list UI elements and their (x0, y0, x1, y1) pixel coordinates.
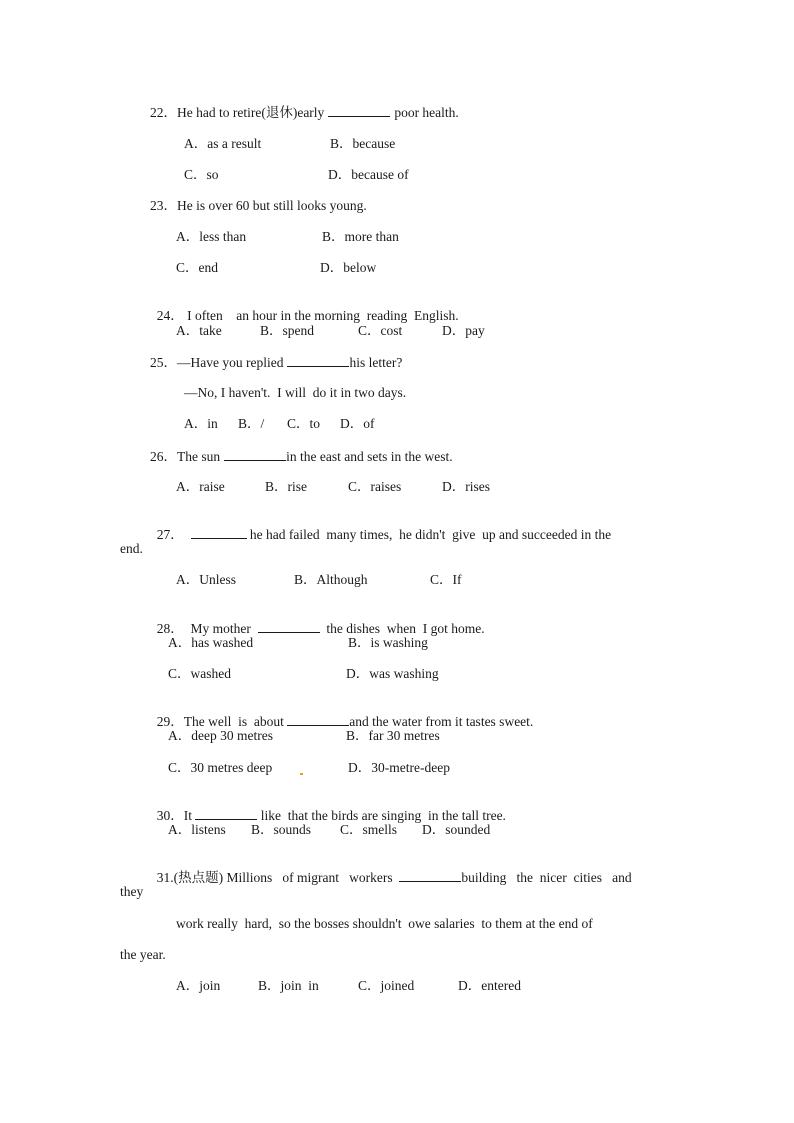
question-25-reply: —No, I haven't. I will do it in two days. (184, 385, 407, 400)
option-b[interactable]: B．is washing (348, 635, 428, 650)
answer-blank[interactable] (399, 869, 461, 882)
option-c[interactable]: C．washed (168, 666, 231, 681)
stray-mark (300, 773, 303, 775)
question-27-stem: 27． he had failed many times, he didn't give up and succeeded in the (156, 527, 612, 542)
option-a[interactable]: A．Unless (176, 572, 236, 587)
question-31-line2: work really hard, so the bosses shouldn't owe salaries to them at the end of (176, 916, 593, 931)
option-a[interactable]: A．deep 30 metres (168, 728, 273, 743)
option-c[interactable]: C．so (184, 167, 219, 182)
option-c[interactable]: C．smells (340, 822, 398, 837)
hot-topic-tag: (热点题) (173, 870, 224, 885)
option-d[interactable]: D．sounded (422, 822, 491, 837)
question-24-stem: 24． I often an hour in the morning reading English. (156, 308, 459, 323)
option-d[interactable]: D．below (320, 260, 377, 275)
answer-blank[interactable] (287, 713, 349, 726)
question-25-stem: 25．—Have you replied his letter? (150, 355, 403, 370)
option-a[interactable]: A．raise (176, 479, 225, 494)
option-d[interactable]: D．rises (442, 479, 490, 494)
option-c[interactable]: C．joined (358, 978, 415, 993)
answer-blank[interactable] (258, 620, 320, 633)
option-c[interactable]: C．to (287, 416, 321, 431)
option-c[interactable]: C．cost (358, 323, 403, 338)
option-a[interactable]: A．listens (168, 822, 226, 837)
option-b[interactable]: B．because (330, 136, 396, 151)
option-d[interactable]: D．was washing (346, 666, 439, 681)
option-d[interactable]: D．30-metre-deep (348, 760, 450, 775)
question-28-stem: 28． My mother the dishes when I got home. (156, 621, 485, 636)
question-23-stem: 23．He is over 60 but still looks young. (150, 198, 367, 213)
option-b[interactable]: B．join in (258, 978, 319, 993)
question-31-stem: 31.(热点题) Millions of migrant workers building the nicer cities and (156, 870, 632, 885)
option-c[interactable]: C．end (176, 260, 218, 275)
question-31-continuation-2: the year. (120, 947, 166, 962)
option-a[interactable]: A．less than (176, 229, 247, 244)
question-31-continuation: they (120, 884, 144, 899)
question-26-stem: 26．The sun in the east and sets in the west. (150, 449, 453, 464)
option-b[interactable]: B．sounds (251, 822, 312, 837)
answer-blank[interactable] (287, 354, 349, 367)
option-a[interactable]: A．in (184, 416, 218, 431)
option-a[interactable]: A．join (176, 978, 221, 993)
option-c[interactable]: C．If (430, 572, 462, 587)
option-d[interactable]: D．entered (458, 978, 521, 993)
option-b[interactable]: B．rise (265, 479, 307, 494)
question-27-continuation: end. (120, 541, 143, 556)
option-b[interactable]: B．far 30 metres (346, 728, 440, 743)
answer-blank[interactable] (224, 448, 286, 461)
answer-blank[interactable] (191, 526, 247, 539)
option-b[interactable]: B．spend (260, 323, 314, 338)
answer-blank[interactable] (328, 104, 390, 117)
option-c[interactable]: C．30 metres deep (168, 760, 273, 775)
answer-blank[interactable] (195, 807, 257, 820)
option-d[interactable]: D．of (340, 416, 375, 431)
option-d[interactable]: D．pay (442, 323, 485, 338)
option-a[interactable]: A．has washed (168, 635, 254, 650)
option-b[interactable]: B．Although (294, 572, 368, 587)
option-a[interactable]: A．as a result (184, 136, 262, 151)
question-22-stem: 22．He had to retire(退休)early poor health. (150, 105, 459, 120)
option-b[interactable]: B．/ (238, 416, 265, 431)
option-c[interactable]: C．raises (348, 479, 402, 494)
option-a[interactable]: A．take (176, 323, 222, 338)
question-30-stem: 30．It like that the birds are singing in the tall tree. (156, 808, 506, 823)
option-b[interactable]: B．more than (322, 229, 399, 244)
option-d[interactable]: D．because of (328, 167, 409, 182)
question-29-stem: 29．The well is about and the water from it tastes sweet. (156, 714, 534, 729)
